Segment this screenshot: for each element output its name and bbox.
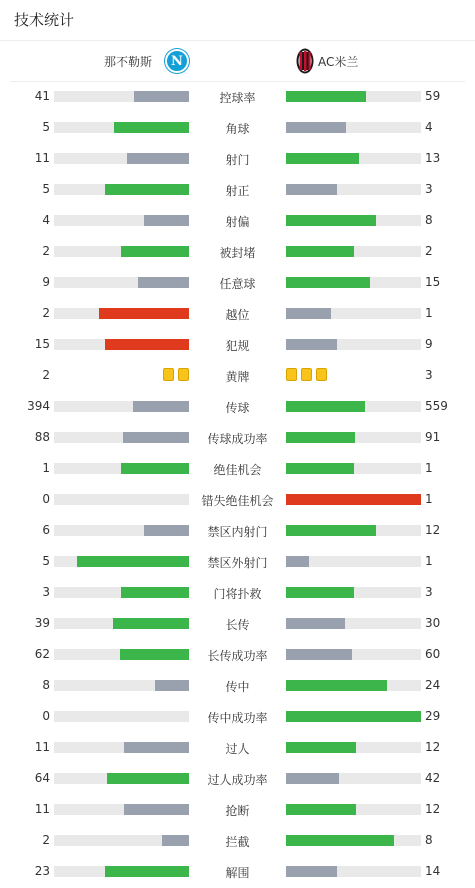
away-bar-track	[286, 401, 421, 412]
home-value: 41	[34, 89, 50, 103]
home-value: 62	[34, 647, 50, 661]
stat-label: 角球	[225, 122, 250, 136]
stat-row	[0, 732, 475, 763]
stat-label: 传球	[225, 401, 250, 415]
home-bar-fill	[77, 556, 189, 567]
stat-label: 长传	[225, 618, 250, 632]
away-bar-track	[286, 742, 421, 753]
away-bar-fill	[286, 184, 337, 195]
home-bar-track	[54, 804, 189, 815]
away-bar-fill	[286, 401, 365, 412]
away-bar-fill	[286, 494, 421, 505]
stat-label: 门将扑救	[213, 587, 262, 601]
home-bar-track	[54, 432, 189, 443]
home-value: 5	[42, 182, 50, 196]
stat-row	[0, 174, 475, 205]
home-bar-fill	[144, 215, 189, 226]
home-bar-fill	[124, 804, 189, 815]
stat-row	[0, 267, 475, 298]
stat-label: 越位	[225, 308, 250, 322]
away-bar-track	[286, 153, 421, 164]
away-value: 3	[425, 368, 433, 382]
away-value: 8	[425, 833, 433, 847]
away-value: 8	[425, 213, 433, 227]
yellow-card-icon	[163, 368, 174, 381]
away-value: 12	[425, 802, 441, 816]
away-bar-fill	[286, 618, 345, 629]
home-value: 15	[34, 337, 50, 351]
home-bar-track	[54, 587, 189, 598]
home-value: 6	[42, 523, 50, 537]
away-bar-track	[286, 804, 421, 815]
home-bar-track	[54, 556, 189, 567]
home-value: 2	[42, 368, 50, 382]
away-bar-track	[286, 432, 421, 443]
home-bar-track	[54, 246, 189, 257]
home-value: 9	[42, 275, 50, 289]
away-bar-track	[286, 835, 421, 846]
away-bar-fill	[286, 773, 339, 784]
home-bar-fill	[144, 525, 189, 536]
stat-row	[0, 763, 475, 794]
home-value: 88	[34, 430, 50, 444]
away-bar-track	[286, 649, 421, 660]
home-value: 4	[42, 213, 50, 227]
home-bar-track	[54, 680, 189, 691]
home-value: 8	[42, 678, 50, 692]
stat-row	[0, 298, 475, 329]
home-team-name: 那不勒斯	[103, 55, 152, 69]
home-bar-fill	[105, 184, 189, 195]
stat-label: 射门	[225, 153, 250, 167]
home-bar-fill	[121, 246, 189, 257]
away-bar-fill	[286, 432, 355, 443]
away-bar-fill	[286, 711, 421, 722]
stat-label: 解围	[225, 866, 250, 880]
away-bar-track	[286, 215, 421, 226]
home-bar-fill	[123, 432, 189, 443]
home-value: 39	[34, 616, 50, 630]
away-bar-fill	[286, 246, 354, 257]
home-value: 5	[42, 554, 50, 568]
home-bar-fill	[114, 122, 189, 133]
stat-label: 犯规	[225, 339, 250, 353]
home-value: 11	[34, 151, 50, 165]
away-bar-fill	[286, 556, 309, 567]
stat-row	[0, 81, 475, 112]
away-value: 12	[425, 740, 441, 754]
stat-label: 传中成功率	[207, 711, 268, 725]
stat-label: 禁区外射门	[207, 556, 268, 570]
home-bar-track	[54, 401, 189, 412]
home-bar-track	[54, 277, 189, 288]
stat-row	[0, 143, 475, 174]
stat-row	[0, 329, 475, 360]
home-bar-fill	[155, 680, 189, 691]
away-bar-track	[286, 866, 421, 877]
home-value: 23	[34, 864, 50, 878]
away-value: 3	[425, 585, 433, 599]
stat-label: 传球成功率	[207, 432, 268, 446]
away-bar-track	[286, 339, 421, 350]
home-bar-track	[54, 866, 189, 877]
home-value: 394	[27, 399, 50, 413]
home-bar-track	[54, 618, 189, 629]
away-value: 1	[425, 461, 433, 475]
away-value: 1	[425, 306, 433, 320]
stat-row	[0, 794, 475, 825]
stat-row	[0, 701, 475, 732]
stat-row	[0, 391, 475, 422]
away-bar-fill	[286, 308, 331, 319]
away-bar-fill	[286, 122, 346, 133]
away-bar-fill	[286, 215, 376, 226]
stats-header	[0, 0, 475, 41]
home-bar-fill	[113, 618, 189, 629]
yellow-card-icon	[178, 368, 189, 381]
stat-label: 控球率	[219, 91, 256, 105]
away-bar-track	[286, 711, 421, 722]
away-value: 42	[425, 771, 441, 785]
away-value: 30	[425, 616, 441, 630]
stat-row	[0, 112, 475, 143]
away-value: 24	[425, 678, 441, 692]
away-bar-fill	[286, 866, 337, 877]
away-bar-track	[286, 525, 421, 536]
yellow-card-icon	[286, 368, 297, 381]
home-bar-track	[54, 308, 189, 319]
home-bar-fill	[162, 835, 189, 846]
stat-label: 任意球	[219, 277, 256, 291]
home-bar-fill	[124, 742, 189, 753]
home-value: 64	[34, 771, 50, 785]
stat-row	[0, 639, 475, 670]
stat-label: 错失绝佳机会	[201, 494, 274, 508]
away-value: 13	[425, 151, 441, 165]
away-bar-fill	[286, 153, 359, 164]
away-bar-fill	[286, 587, 354, 598]
page-title: 技术统计	[14, 11, 75, 29]
away-bar-fill	[286, 742, 356, 753]
stat-label: 被封堵	[219, 246, 256, 260]
home-value: 0	[42, 709, 50, 723]
away-bar-track	[286, 277, 421, 288]
home-bar-fill	[121, 587, 189, 598]
away-bar-fill	[286, 339, 337, 350]
home-bar-track	[54, 835, 189, 846]
away-value: 9	[425, 337, 433, 351]
stat-label: 禁区内射门	[207, 525, 268, 539]
home-bar-track	[54, 649, 189, 660]
away-value: 29	[425, 709, 441, 723]
home-bar-track	[54, 773, 189, 784]
away-team-name: AC米兰	[318, 55, 359, 69]
stat-label: 射正	[225, 184, 250, 198]
away-bar-track	[286, 556, 421, 567]
stat-row	[0, 236, 475, 267]
away-bar-track	[286, 494, 421, 505]
away-bar-track	[286, 91, 421, 102]
away-value: 4	[425, 120, 433, 134]
away-bar-fill	[286, 91, 366, 102]
home-bar-fill	[121, 463, 189, 474]
home-bar-track	[54, 153, 189, 164]
home-bar-track	[54, 215, 189, 226]
home-bar-fill	[120, 649, 189, 660]
home-bar-fill	[127, 153, 189, 164]
home-bar-fill	[134, 91, 189, 102]
away-value: 1	[425, 554, 433, 568]
stat-row	[0, 484, 475, 515]
home-bar-track	[54, 463, 189, 474]
stat-row	[0, 453, 475, 484]
yellow-card-icon	[301, 368, 312, 381]
home-bar-track	[54, 525, 189, 536]
stat-row	[0, 515, 475, 546]
stat-label: 长传成功率	[207, 649, 268, 663]
away-bar-track	[286, 618, 421, 629]
stat-label: 绝佳机会	[213, 463, 262, 477]
home-bar-fill	[105, 339, 189, 350]
milan-logo-icon	[296, 48, 314, 74]
stat-row	[0, 608, 475, 639]
away-value: 559	[425, 399, 448, 413]
away-bar-track	[286, 587, 421, 598]
away-bar-fill	[286, 649, 352, 660]
stat-row	[0, 856, 475, 887]
away-value: 2	[425, 244, 433, 258]
away-bar-fill	[286, 835, 394, 846]
yellow-card-icon	[316, 368, 327, 381]
away-bar-fill	[286, 804, 356, 815]
home-bar-track	[54, 122, 189, 133]
away-value: 12	[425, 523, 441, 537]
napoli-logo-icon: N	[165, 49, 189, 73]
stat-row	[0, 422, 475, 453]
home-yellow-cards	[163, 368, 189, 381]
stat-row	[0, 546, 475, 577]
home-value: 2	[42, 306, 50, 320]
away-bar-fill	[286, 277, 370, 288]
home-bar-track	[54, 184, 189, 195]
away-value: 1	[425, 492, 433, 506]
home-bar-track	[54, 91, 189, 102]
stat-row	[0, 825, 475, 856]
away-bar-fill	[286, 680, 387, 691]
stat-row	[0, 577, 475, 608]
home-value: 11	[34, 802, 50, 816]
away-bar-track	[286, 246, 421, 257]
home-value: 5	[42, 120, 50, 134]
home-bar-fill	[99, 308, 189, 319]
away-value: 91	[425, 430, 441, 444]
away-value: 3	[425, 182, 433, 196]
stat-label: 抢断	[225, 804, 250, 818]
away-bar-fill	[286, 525, 376, 536]
home-value: 3	[42, 585, 50, 599]
home-bar-track	[54, 339, 189, 350]
away-bar-fill	[286, 463, 354, 474]
home-bar-fill	[133, 401, 189, 412]
home-bar-fill	[105, 866, 189, 877]
stat-label: 过人成功率	[207, 773, 268, 787]
stat-row	[0, 205, 475, 236]
away-bar-track	[286, 773, 421, 784]
away-bar-track	[286, 463, 421, 474]
stat-label: 传中	[225, 680, 250, 694]
home-value: 0	[42, 492, 50, 506]
stat-label: 射偏	[225, 215, 250, 229]
away-yellow-cards	[286, 368, 327, 381]
home-value: 2	[42, 833, 50, 847]
away-bar-track	[286, 184, 421, 195]
home-value: 2	[42, 244, 50, 258]
home-bar-fill	[138, 277, 189, 288]
teams-bar	[10, 41, 465, 82]
away-value: 59	[425, 89, 441, 103]
stat-label: 拦截	[225, 835, 250, 849]
away-value: 60	[425, 647, 441, 661]
stat-row	[0, 360, 475, 391]
away-bar-track	[286, 680, 421, 691]
home-bar-track	[54, 742, 189, 753]
away-bar-track	[286, 122, 421, 133]
home-bar-fill	[107, 773, 189, 784]
away-bar-track	[286, 308, 421, 319]
home-value: 1	[42, 461, 50, 475]
stat-label: 过人	[225, 742, 250, 756]
stat-row	[0, 670, 475, 701]
away-value: 15	[425, 275, 441, 289]
away-value: 14	[425, 864, 441, 878]
home-value: 11	[34, 740, 50, 754]
home-bar-track	[54, 494, 189, 505]
stat-label: 黄牌	[225, 370, 250, 384]
home-bar-track	[54, 711, 189, 722]
